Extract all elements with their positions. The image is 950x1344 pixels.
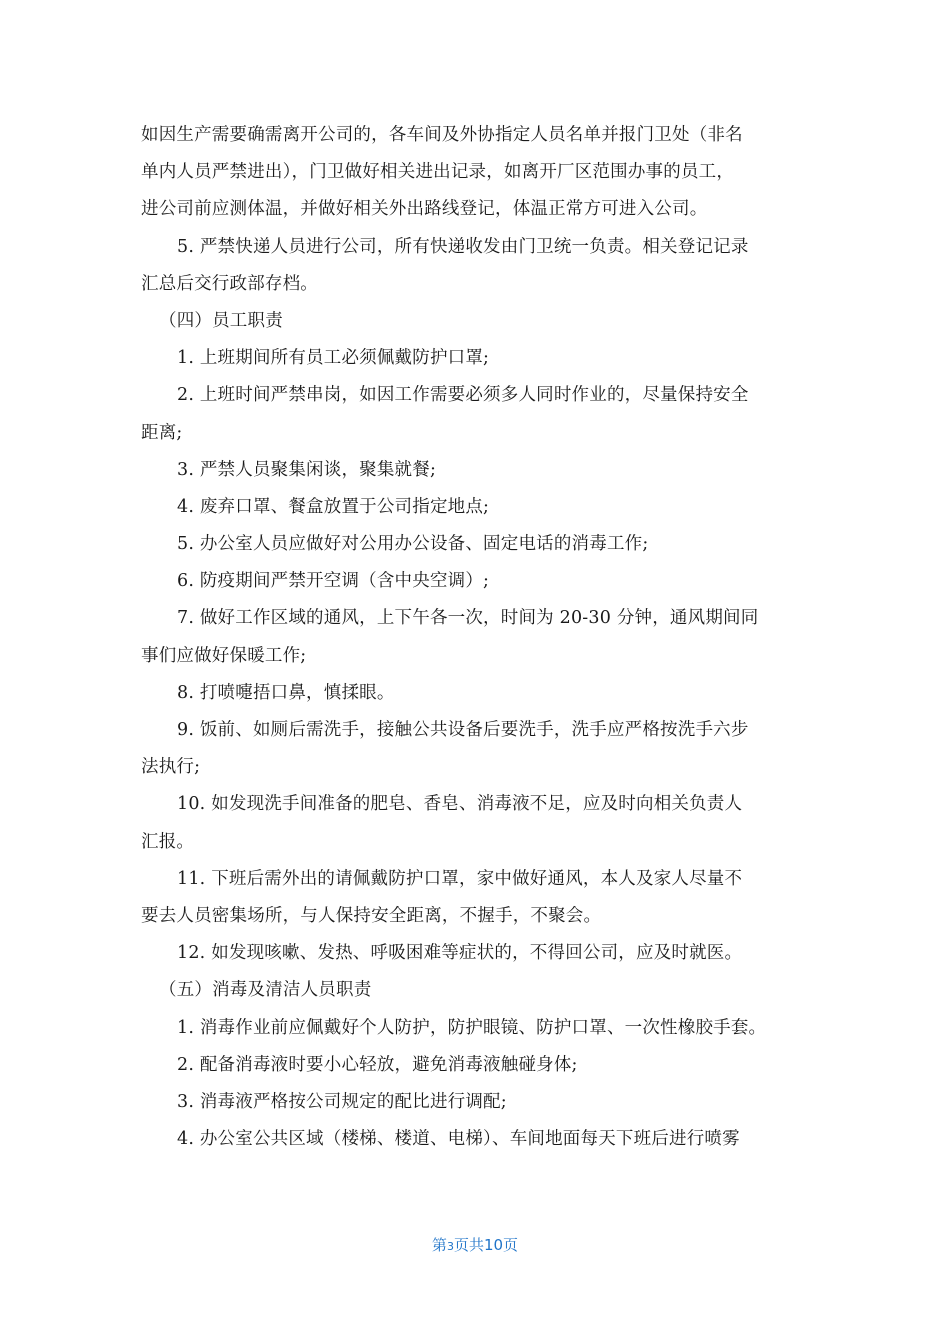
text-line: 6. 防疫期间严禁开空调（含中央空调）; (177, 571, 490, 592)
footer-total-pages: 10 (483, 1236, 504, 1254)
text-line: 7. 做好工作区域的通风，上下午各一次，时间为 20-30 分钟，通风期间同 (177, 608, 759, 629)
text-line: 汇报。 (141, 831, 195, 852)
text-line: 12. 如发现咳嗽、发热、呼吸困难等症状的，不得回公司，应及时就医。 (177, 943, 743, 964)
text-line: 法执行; (141, 757, 201, 778)
text-line: 4. 废弃口罩、餐盒放置于公司指定地点; (177, 496, 490, 517)
document-body (141, 117, 813, 1158)
text-line: 5. 严禁快递人员进行公司，所有快递收发由门卫统一负责。相关登记记录 (177, 236, 749, 257)
text-line: 单内人员严禁进出），门卫做好相关进出记录，如离开厂区范围办事的员工， (141, 162, 735, 183)
section-heading: （四）员工职责 (159, 310, 283, 331)
section-heading: （五）消毒及清洁人员职责 (159, 980, 372, 1001)
text-line: 进公司前应测体温，并做好相关外出路线登记，体温正常方可进入公司。 (141, 199, 708, 220)
text-line: 如因生产需要确需离开公司的，各车间及外协指定人员名单并报门卫处（非名 (141, 125, 743, 145)
footer-prefix: 第 (431, 1236, 447, 1254)
text-line: 要去人员密集场所，与人保持安全距离，不握手，不聚会。 (141, 905, 602, 926)
text-line: 11. 下班后需外出的请佩戴防护口罩，家中做好通风，本人及家人尽量不 (177, 868, 743, 889)
text-line: 距离; (141, 422, 183, 443)
text-line: 1. 上班期间所有员工必须佩戴防护口罩; (177, 348, 490, 369)
page-footer (0, 1234, 950, 1255)
text-line: 事们应做好保暖工作; (141, 645, 307, 666)
footer-suffix: 页 (503, 1236, 519, 1254)
text-line: 3. 严禁人员聚集闲谈，聚集就餐; (177, 459, 437, 480)
text-line: 10. 如发现洗手间准备的肥皂、香皂、消毒液不足，应及时向相关负责人 (177, 794, 743, 815)
text-line: 4. 办公室公共区域（楼梯、楼道、电梯）、车间地面每天下班后进行喷雾 (177, 1129, 740, 1150)
text-line: 汇总后交行政部存档。 (141, 273, 318, 294)
text-line: 2. 上班时间严禁串岗，如因工作需要必须多人同时作业的，尽量保持安全 (177, 385, 749, 406)
text-line: 3. 消毒液严格按公司规定的配比进行调配; (177, 1091, 507, 1112)
text-line: 8. 打喷嚏捂口鼻，慎揉眼。 (177, 682, 395, 703)
text-line: 9. 饭前、如厕后需洗手，接触公共设备后要洗手，洗手应严格按洗手六步 (177, 720, 749, 740)
text-line: 2. 配备消毒液时要小心轻放，避免消毒液触碰身体; (177, 1054, 578, 1075)
footer-middle: 页共 (453, 1236, 484, 1254)
text-line: 1. 消毒作业前应佩戴好个人防护，防护眼镜、防护口罩、一次性橡胶手套。 (177, 1017, 767, 1038)
footer-page-number: 3 (446, 1240, 454, 1253)
text-line: 5. 办公室人员应做好对公用办公设备、固定电话的消毒工作; (177, 534, 649, 555)
